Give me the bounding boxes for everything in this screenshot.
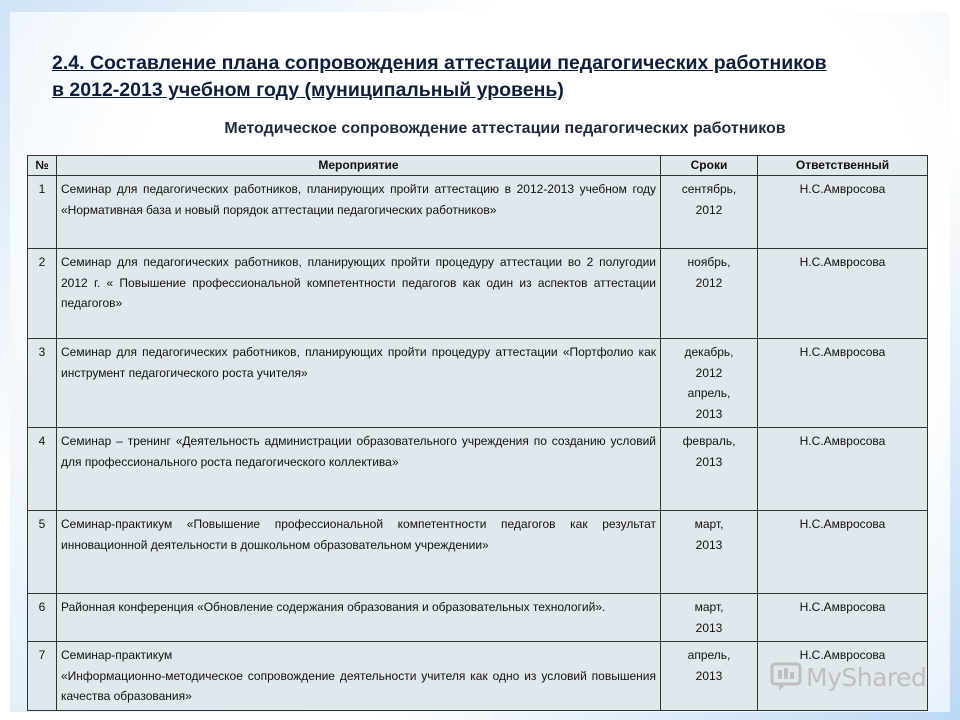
- title-line-2: в 2012-2013 учебном году (муниципальный уровень): [52, 79, 564, 101]
- watermark-text: MyShared: [806, 662, 927, 692]
- table-row: [28, 428, 928, 511]
- row-responsible: Н.С.Амвросова: [758, 642, 928, 711]
- table-row: [28, 511, 928, 594]
- row-responsible: Н.С.Амвросова: [758, 511, 928, 594]
- row-responsible: Н.С.Амвросова: [758, 339, 928, 428]
- row-responsible: Н.С.Амвросова: [758, 428, 928, 511]
- header-num: №: [28, 156, 57, 176]
- row-dates: декабрь, 2012 апрель, 2013: [661, 339, 758, 428]
- row-event: Семинар для педагогических работников, планирующих пройти аттестацию в 2012-2013 учебном году «Нормативная база и новый порядок аттестации педагогических работников»: [57, 176, 661, 249]
- row-dates: март, 2013: [661, 594, 758, 642]
- title-line-1: 2.4. Составление плана сопровождения аттестации педагогических работников: [52, 52, 827, 74]
- row-responsible: Н.С.Амвросова: [758, 594, 928, 642]
- row-event: Семинар для педагогических работников, планирующих пройти процедуру аттестации во 2 полугодии 2012 г. « Повышение профессиональной компетентности педагогов как один из аспектов аттестации педагогов»: [57, 249, 661, 339]
- row-num: 3: [28, 339, 57, 428]
- table-row: [28, 176, 928, 249]
- row-responsible: Н.С.Амвросова: [758, 176, 928, 249]
- row-event: Районная конференция «Обновление содержания образования и образовательных технологий».: [57, 594, 661, 642]
- attestation-plan-table: [27, 155, 928, 711]
- myshared-logo-icon: [770, 662, 802, 692]
- row-event: Семинар-практикум «Информационно-методическое сопровождение деятельности учителя как одно из условий повышения качества образования»: [57, 642, 661, 711]
- row-dates: сентябрь, 2012: [661, 176, 758, 249]
- row-event: Семинар для педагогических работников, планирующих пройти процедуру аттестации «Портфолио как инструмент педагогического роста учителя»: [57, 339, 661, 428]
- table-header-row: [28, 156, 928, 176]
- row-dates: февраль, 2013: [661, 428, 758, 511]
- header-responsible: Ответственный: [758, 156, 928, 176]
- table-row: [28, 594, 928, 642]
- row-num: 6: [28, 594, 57, 642]
- row-num: 7: [28, 642, 57, 711]
- table-row: [28, 339, 928, 428]
- row-dates: апрель, 2013: [661, 642, 758, 711]
- row-num: 4: [28, 428, 57, 511]
- row-num: 5: [28, 511, 57, 594]
- row-dates: ноябрь, 2012: [661, 249, 758, 339]
- table-subtitle: Методическое сопровождение аттестации педагогических работников: [224, 120, 786, 137]
- row-responsible: Н.С.Амвросова: [758, 249, 928, 339]
- row-num: 1: [28, 176, 57, 249]
- row-num: 2: [28, 249, 57, 339]
- row-event: Семинар-практикум «Повышение профессиональной компетентности педагогов как результат инновационной деятельности в дошкольном образовательном учреждении»: [57, 511, 661, 594]
- header-event: Мероприятие: [57, 156, 661, 176]
- header-dates: Сроки: [661, 156, 758, 176]
- table-row: [28, 249, 928, 339]
- slide-title: [52, 50, 932, 104]
- myshared-watermark: [770, 656, 930, 698]
- row-event: Семинар – тренинг «Деятельность администрации образовательного учреждения по созданию условий для профессионального роста педагогического коллектива»: [57, 428, 661, 511]
- row-dates: март, 2013: [661, 511, 758, 594]
